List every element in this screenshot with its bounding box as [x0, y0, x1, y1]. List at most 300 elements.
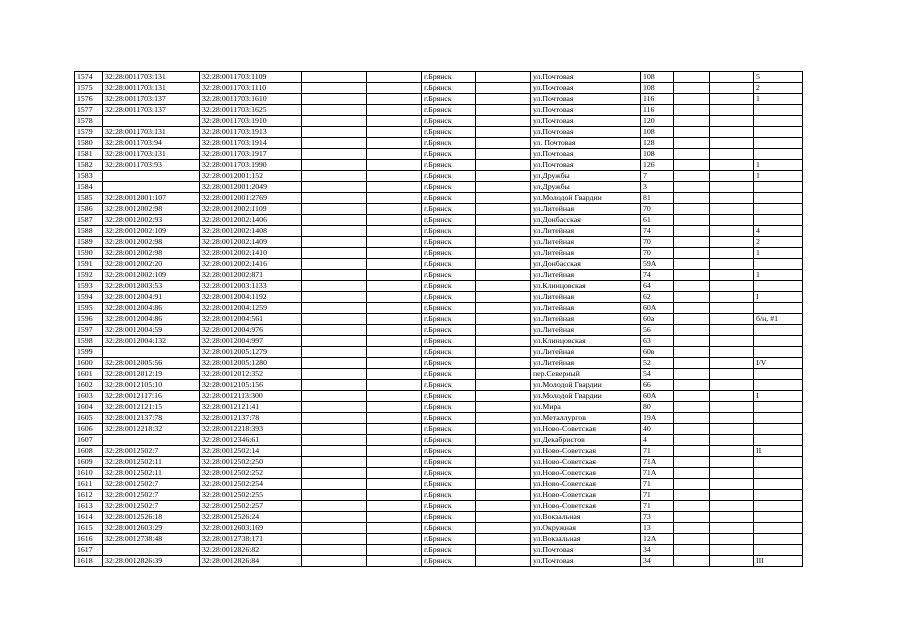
- cell-blank-col-7: [476, 105, 531, 116]
- cell-blank-col-11: [710, 94, 754, 105]
- cell-blank-col-10: [674, 171, 710, 182]
- cell-blank-col-4: [302, 237, 367, 248]
- cell-row-number: 1592: [75, 270, 103, 281]
- cell-blank-col-10: [674, 270, 710, 281]
- cell-row-number: 1587: [75, 215, 103, 226]
- cell-premises-number: [754, 468, 803, 479]
- cell-city: г.Брянск: [422, 413, 476, 424]
- cell-blank-col-11: [710, 534, 754, 545]
- table-row: [75, 534, 803, 545]
- cell-object-cadastral-number: 32:28:0011703:1914: [200, 138, 302, 149]
- cell-blank-col-4: [302, 248, 367, 259]
- cell-blank-col-10: [674, 83, 710, 94]
- cell-street: ул.Окружная: [531, 523, 641, 534]
- cell-row-number: 1605: [75, 413, 103, 424]
- table-row: [75, 446, 803, 457]
- cell-row-number: 1589: [75, 237, 103, 248]
- cell-blank-col-4: [302, 127, 367, 138]
- cell-object-cadastral-number: 32:28:0011703:1917: [200, 149, 302, 160]
- table-row: [75, 281, 803, 292]
- cell-blank-col-11: [710, 336, 754, 347]
- cell-street: ул.Почтовая: [531, 160, 641, 171]
- cell-blank-col-4: [302, 534, 367, 545]
- cell-house-number: 61: [641, 215, 674, 226]
- cell-house-number: 7: [641, 171, 674, 182]
- cell-blank-col-11: [710, 402, 754, 413]
- cell-blank-col-5: [367, 468, 422, 479]
- cell-premises-number: [754, 281, 803, 292]
- cell-house-number: 64: [641, 281, 674, 292]
- cell-blank-col-4: [302, 457, 367, 468]
- cell-street: ул.Ново-Советская: [531, 501, 641, 512]
- cell-parcel-number: 32:28:0012002:98: [103, 237, 200, 248]
- table-row: [75, 303, 803, 314]
- cell-blank-col-7: [476, 149, 531, 160]
- cell-blank-col-10: [674, 413, 710, 424]
- cell-blank-col-7: [476, 237, 531, 248]
- cell-blank-col-10: [674, 380, 710, 391]
- cell-premises-number: [754, 138, 803, 149]
- cell-parcel-number: 32:28:0012502:7: [103, 501, 200, 512]
- cell-row-number: 1613: [75, 501, 103, 512]
- cell-parcel-number: 32:28:0011703:137: [103, 105, 200, 116]
- cell-premises-number: 1: [754, 270, 803, 281]
- cell-street: ул.Ново-Советская: [531, 457, 641, 468]
- cell-city: г.Брянск: [422, 204, 476, 215]
- cell-blank-col-5: [367, 457, 422, 468]
- cell-blank-col-5: [367, 127, 422, 138]
- cell-street: ул.Молодой Гвардии: [531, 391, 641, 402]
- cell-parcel-number: [103, 116, 200, 127]
- cell-blank-col-4: [302, 259, 367, 270]
- cell-blank-col-4: [302, 413, 367, 424]
- cell-premises-number: [754, 325, 803, 336]
- cell-parcel-number: 32:28:0012826:39: [103, 556, 200, 567]
- cell-row-number: 1583: [75, 171, 103, 182]
- cell-house-number: 71: [641, 490, 674, 501]
- cell-blank-col-11: [710, 292, 754, 303]
- cell-city: г.Брянск: [422, 512, 476, 523]
- cell-row-number: 1578: [75, 116, 103, 127]
- cell-premises-number: 1: [754, 171, 803, 182]
- cell-blank-col-4: [302, 83, 367, 94]
- cell-object-cadastral-number: 32:28:0012826:84: [200, 556, 302, 567]
- cell-blank-col-5: [367, 413, 422, 424]
- cell-house-number: 108: [641, 83, 674, 94]
- cell-object-cadastral-number: 32:28:0012001:152: [200, 171, 302, 182]
- table-row: [75, 105, 803, 116]
- cell-blank-col-11: [710, 215, 754, 226]
- table-row: [75, 259, 803, 270]
- cell-house-number: 70: [641, 248, 674, 259]
- cell-street: ул.Литейная: [531, 347, 641, 358]
- table-row: [75, 457, 803, 468]
- cell-blank-col-5: [367, 523, 422, 534]
- cell-blank-col-4: [302, 270, 367, 281]
- cell-house-number: 3: [641, 182, 674, 193]
- cell-object-cadastral-number: 32:28:0012502:254: [200, 479, 302, 490]
- cell-blank-col-5: [367, 105, 422, 116]
- cell-blank-col-11: [710, 270, 754, 281]
- cell-house-number: 40: [641, 424, 674, 435]
- cell-city: г.Брянск: [422, 523, 476, 534]
- cell-street: ул.Ново-Советская: [531, 468, 641, 479]
- cell-blank-col-11: [710, 380, 754, 391]
- cell-object-cadastral-number: 32:28:0012346:61: [200, 435, 302, 446]
- cell-row-number: 1612: [75, 490, 103, 501]
- cell-blank-col-10: [674, 248, 710, 259]
- cell-house-number: 116: [641, 94, 674, 105]
- cell-blank-col-4: [302, 182, 367, 193]
- cell-blank-col-5: [367, 446, 422, 457]
- cell-row-number: 1598: [75, 336, 103, 347]
- cell-parcel-number: 32:28:0012012:19: [103, 369, 200, 380]
- cell-street: ул.Почтовая: [531, 149, 641, 160]
- cell-row-number: 1585: [75, 193, 103, 204]
- cell-blank-col-5: [367, 215, 422, 226]
- registry-table: [74, 71, 803, 567]
- table-row: [75, 512, 803, 523]
- cell-street: ул.Литейная: [531, 226, 641, 237]
- cell-object-cadastral-number: 32:28:0012502:252: [200, 468, 302, 479]
- table-row: [75, 138, 803, 149]
- cell-row-number: 1586: [75, 204, 103, 215]
- cell-blank-col-11: [710, 105, 754, 116]
- cell-blank-col-11: [710, 457, 754, 468]
- cell-house-number: 19А: [641, 413, 674, 424]
- cell-street: ул.Почтовая: [531, 127, 641, 138]
- cell-blank-col-5: [367, 160, 422, 171]
- cell-blank-col-7: [476, 215, 531, 226]
- cell-blank-col-11: [710, 523, 754, 534]
- cell-object-cadastral-number: 32:28:0011703:1910: [200, 116, 302, 127]
- cell-street: ул.Донбасская: [531, 259, 641, 270]
- cell-blank-col-5: [367, 325, 422, 336]
- cell-blank-col-11: [710, 325, 754, 336]
- cell-blank-col-7: [476, 193, 531, 204]
- cell-blank-col-5: [367, 94, 422, 105]
- cell-blank-col-5: [367, 270, 422, 281]
- cell-premises-number: III: [754, 556, 803, 567]
- cell-blank-col-10: [674, 523, 710, 534]
- cell-blank-col-4: [302, 94, 367, 105]
- cell-row-number: 1579: [75, 127, 103, 138]
- cell-parcel-number: 32:28:0011703:137: [103, 94, 200, 105]
- cell-object-cadastral-number: 32:28:0012113:300: [200, 391, 302, 402]
- cell-blank-col-4: [302, 380, 367, 391]
- cell-blank-col-11: [710, 281, 754, 292]
- cell-city: г.Брянск: [422, 336, 476, 347]
- cell-blank-col-4: [302, 325, 367, 336]
- cell-blank-col-4: [302, 479, 367, 490]
- cell-object-cadastral-number: 32:28:0012002:1408: [200, 226, 302, 237]
- cell-city: г.Брянск: [422, 556, 476, 567]
- cell-blank-col-10: [674, 534, 710, 545]
- cell-blank-col-11: [710, 369, 754, 380]
- cell-premises-number: [754, 534, 803, 545]
- cell-object-cadastral-number: 32:28:0012526:24: [200, 512, 302, 523]
- cell-blank-col-5: [367, 512, 422, 523]
- cell-object-cadastral-number: 32:28:0011703:1110: [200, 83, 302, 94]
- cell-object-cadastral-number: 32:28:0012105:156: [200, 380, 302, 391]
- cell-row-number: 1599: [75, 347, 103, 358]
- cell-premises-number: [754, 402, 803, 413]
- cell-parcel-number: 32:28:0011703:131: [103, 149, 200, 160]
- cell-street: ул.Почтовая: [531, 72, 641, 83]
- cell-blank-col-7: [476, 160, 531, 171]
- cell-blank-col-5: [367, 149, 422, 160]
- cell-street: ул.Клинцовская: [531, 336, 641, 347]
- cell-city: г.Брянск: [422, 347, 476, 358]
- cell-blank-col-10: [674, 292, 710, 303]
- cell-blank-col-10: [674, 259, 710, 270]
- table-row: [75, 72, 803, 83]
- cell-street: ул.Ново-Советская: [531, 479, 641, 490]
- cell-blank-col-5: [367, 237, 422, 248]
- cell-premises-number: [754, 424, 803, 435]
- table-row: [75, 127, 803, 138]
- cell-house-number: 71: [641, 479, 674, 490]
- cell-blank-col-11: [710, 171, 754, 182]
- cell-blank-col-7: [476, 402, 531, 413]
- cell-object-cadastral-number: 32:28:0012137:78: [200, 413, 302, 424]
- cell-street: ул.Дружбы: [531, 171, 641, 182]
- cell-blank-col-7: [476, 336, 531, 347]
- cell-premises-number: 2: [754, 237, 803, 248]
- cell-parcel-number: 32:28:0012526:18: [103, 512, 200, 523]
- cell-city: г.Брянск: [422, 402, 476, 413]
- cell-blank-col-7: [476, 116, 531, 127]
- cell-blank-col-10: [674, 391, 710, 402]
- cell-blank-col-5: [367, 347, 422, 358]
- cell-premises-number: I: [754, 391, 803, 402]
- cell-object-cadastral-number: 32:28:0012005:1280: [200, 358, 302, 369]
- cell-parcel-number: 32:28:0012502:11: [103, 457, 200, 468]
- cell-premises-number: [754, 347, 803, 358]
- cell-city: г.Брянск: [422, 149, 476, 160]
- cell-blank-col-7: [476, 204, 531, 215]
- cell-parcel-number: 32:28:0012002:98: [103, 204, 200, 215]
- cell-blank-col-11: [710, 303, 754, 314]
- table-row: [75, 171, 803, 182]
- cell-blank-col-10: [674, 347, 710, 358]
- cell-object-cadastral-number: 32:28:0012502:257: [200, 501, 302, 512]
- cell-street: ул.Ново-Советская: [531, 424, 641, 435]
- cell-parcel-number: 32:28:0012004:86: [103, 314, 200, 325]
- cell-object-cadastral-number: 32:28:0012001:2769: [200, 193, 302, 204]
- table-row: [75, 160, 803, 171]
- cell-premises-number: [754, 413, 803, 424]
- cell-object-cadastral-number: 32:28:0011703:1913: [200, 127, 302, 138]
- cell-row-number: 1616: [75, 534, 103, 545]
- cell-blank-col-10: [674, 479, 710, 490]
- cell-street: ул.Ново-Советская: [531, 446, 641, 457]
- cell-row-number: 1580: [75, 138, 103, 149]
- cell-street: ул.Почтовая: [531, 83, 641, 94]
- table-row: [75, 226, 803, 237]
- cell-blank-col-10: [674, 468, 710, 479]
- cell-row-number: 1588: [75, 226, 103, 237]
- cell-street: ул.Литейная: [531, 248, 641, 259]
- cell-blank-col-4: [302, 523, 367, 534]
- cell-blank-col-4: [302, 204, 367, 215]
- cell-house-number: 120: [641, 116, 674, 127]
- cell-street: ул.Металлургов: [531, 413, 641, 424]
- cell-blank-col-10: [674, 281, 710, 292]
- cell-premises-number: [754, 259, 803, 270]
- cell-premises-number: [754, 501, 803, 512]
- cell-row-number: 1584: [75, 182, 103, 193]
- cell-blank-col-11: [710, 347, 754, 358]
- cell-blank-col-10: [674, 336, 710, 347]
- cell-object-cadastral-number: 32:28:0012502:255: [200, 490, 302, 501]
- cell-blank-col-4: [302, 468, 367, 479]
- table-row: [75, 501, 803, 512]
- cell-city: г.Брянск: [422, 116, 476, 127]
- cell-blank-col-11: [710, 237, 754, 248]
- cell-city: г.Брянск: [422, 127, 476, 138]
- cell-blank-col-4: [302, 149, 367, 160]
- table-row: [75, 468, 803, 479]
- cell-blank-col-4: [302, 512, 367, 523]
- cell-parcel-number: [103, 545, 200, 556]
- cell-parcel-number: 32:28:0012002:109: [103, 226, 200, 237]
- cell-blank-col-11: [710, 490, 754, 501]
- cell-row-number: 1581: [75, 149, 103, 160]
- cell-row-number: 1607: [75, 435, 103, 446]
- cell-blank-col-11: [710, 138, 754, 149]
- cell-blank-col-5: [367, 534, 422, 545]
- cell-blank-col-4: [302, 314, 367, 325]
- cell-parcel-number: 32:28:0011703:131: [103, 72, 200, 83]
- cell-object-cadastral-number: 32:28:0012002:1410: [200, 248, 302, 259]
- cell-blank-col-4: [302, 402, 367, 413]
- cell-blank-col-10: [674, 490, 710, 501]
- cell-premises-number: [754, 182, 803, 193]
- cell-blank-col-10: [674, 226, 710, 237]
- cell-object-cadastral-number: 32:28:0011703:1109: [200, 72, 302, 83]
- cell-blank-col-5: [367, 424, 422, 435]
- cell-object-cadastral-number: 32:28:0012001:2049: [200, 182, 302, 193]
- cell-row-number: 1590: [75, 248, 103, 259]
- cell-street: ул.Клинцовская: [531, 281, 641, 292]
- cell-object-cadastral-number: 32:28:0012002:1416: [200, 259, 302, 270]
- cell-house-number: 66: [641, 380, 674, 391]
- cell-city: г.Брянск: [422, 534, 476, 545]
- cell-row-number: 1575: [75, 83, 103, 94]
- cell-premises-number: I: [754, 292, 803, 303]
- cell-blank-col-10: [674, 182, 710, 193]
- cell-blank-col-5: [367, 193, 422, 204]
- cell-blank-col-4: [302, 160, 367, 171]
- cell-object-cadastral-number: 32:28:0012002:1406: [200, 215, 302, 226]
- cell-premises-number: [754, 193, 803, 204]
- cell-city: г.Брянск: [422, 182, 476, 193]
- cell-city: г.Брянск: [422, 369, 476, 380]
- cell-house-number: 60А: [641, 303, 674, 314]
- table-row: [75, 358, 803, 369]
- table-row: [75, 369, 803, 380]
- cell-blank-col-11: [710, 193, 754, 204]
- cell-object-cadastral-number: 32:28:0012826:82: [200, 545, 302, 556]
- table-row: [75, 523, 803, 534]
- cell-row-number: 1600: [75, 358, 103, 369]
- cell-blank-col-7: [476, 490, 531, 501]
- cell-house-number: 4: [641, 435, 674, 446]
- cell-row-number: 1604: [75, 402, 103, 413]
- cell-premises-number: 1: [754, 160, 803, 171]
- cell-street: ул.Декабристов: [531, 435, 641, 446]
- cell-blank-col-4: [302, 347, 367, 358]
- cell-blank-col-5: [367, 490, 422, 501]
- cell-house-number: 116: [641, 105, 674, 116]
- cell-street: ул.Дружбы: [531, 182, 641, 193]
- cell-street: ул.Литейная: [531, 358, 641, 369]
- cell-parcel-number: 32:28:0012004:86: [103, 303, 200, 314]
- cell-blank-col-7: [476, 457, 531, 468]
- cell-row-number: 1591: [75, 259, 103, 270]
- cell-city: г.Брянск: [422, 457, 476, 468]
- cell-premises-number: [754, 149, 803, 160]
- cell-blank-col-10: [674, 545, 710, 556]
- cell-blank-col-5: [367, 380, 422, 391]
- cell-parcel-number: 32:28:0011703:94: [103, 138, 200, 149]
- cell-object-cadastral-number: 32:28:0012004:1192: [200, 292, 302, 303]
- cell-blank-col-4: [302, 171, 367, 182]
- cell-house-number: 108: [641, 127, 674, 138]
- cell-blank-col-5: [367, 204, 422, 215]
- cell-blank-col-7: [476, 270, 531, 281]
- cell-premises-number: [754, 204, 803, 215]
- cell-object-cadastral-number: 32:28:0012004:561: [200, 314, 302, 325]
- table-row: [75, 556, 803, 567]
- table-row: [75, 336, 803, 347]
- cell-premises-number: II: [754, 446, 803, 457]
- cell-premises-number: [754, 523, 803, 534]
- cell-blank-col-11: [710, 545, 754, 556]
- cell-parcel-number: 32:28:0012002:93: [103, 215, 200, 226]
- cell-city: г.Брянск: [422, 138, 476, 149]
- cell-blank-col-10: [674, 457, 710, 468]
- cell-blank-col-10: [674, 325, 710, 336]
- cell-street: ул.Литейная: [531, 292, 641, 303]
- cell-parcel-number: [103, 435, 200, 446]
- table-row: [75, 83, 803, 94]
- cell-blank-col-7: [476, 226, 531, 237]
- cell-blank-col-7: [476, 138, 531, 149]
- cell-city: г.Брянск: [422, 237, 476, 248]
- cell-city: г.Брянск: [422, 468, 476, 479]
- cell-blank-col-7: [476, 347, 531, 358]
- cell-premises-number: 4: [754, 226, 803, 237]
- cell-parcel-number: 32:28:0012003:53: [103, 281, 200, 292]
- cell-city: г.Брянск: [422, 226, 476, 237]
- table-row: [75, 347, 803, 358]
- cell-row-number: 1610: [75, 468, 103, 479]
- cell-house-number: 108: [641, 72, 674, 83]
- cell-blank-col-11: [710, 72, 754, 83]
- cell-street: ул.Почтовая: [531, 105, 641, 116]
- cell-city: г.Брянск: [422, 501, 476, 512]
- table-row: [75, 314, 803, 325]
- cell-city: г.Брянск: [422, 303, 476, 314]
- cell-house-number: 71А: [641, 468, 674, 479]
- cell-blank-col-7: [476, 380, 531, 391]
- cell-house-number: 13: [641, 523, 674, 534]
- table-row: [75, 325, 803, 336]
- cell-object-cadastral-number: 32:28:0012738:171: [200, 534, 302, 545]
- cell-blank-col-5: [367, 72, 422, 83]
